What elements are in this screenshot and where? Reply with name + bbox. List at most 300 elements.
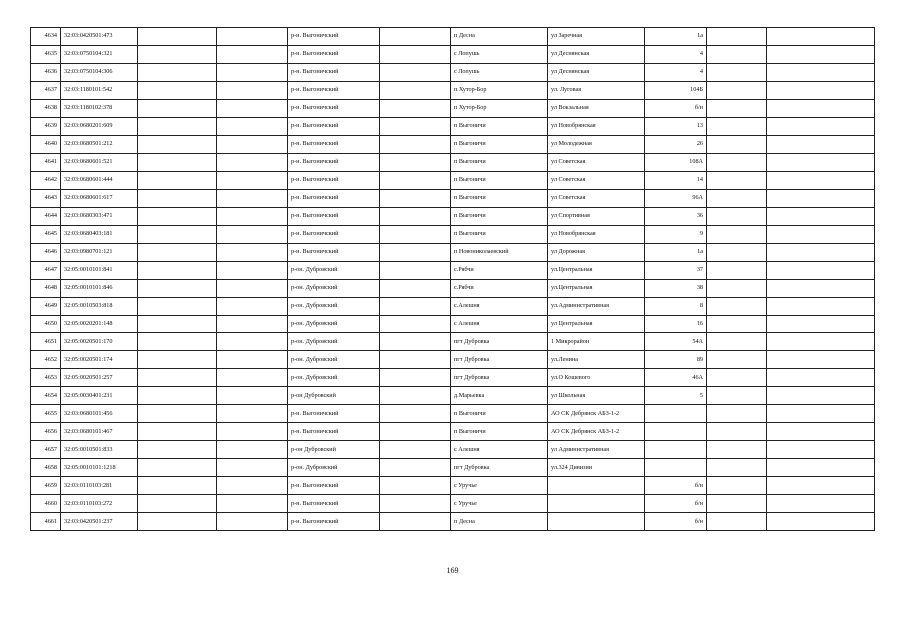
empty-cell [767, 153, 875, 171]
row-number-cell: 4637 [31, 81, 61, 99]
empty-cell [380, 171, 451, 189]
locality-cell: с.Алешня [451, 297, 548, 315]
row-number-cell: 4640 [31, 135, 61, 153]
empty-cell [138, 459, 217, 477]
locality-cell: пгт Дубровка [451, 369, 548, 387]
locality-cell: пгт Дубровка [451, 333, 548, 351]
locality-cell: с Алешня [451, 441, 548, 459]
street-cell: ул Новобрянская [548, 117, 645, 135]
empty-cell [767, 423, 875, 441]
empty-cell [138, 225, 217, 243]
cadastral-number-cell: 32:05:0010101:846 [61, 279, 138, 297]
house-number-cell: 46А [645, 369, 707, 387]
street-cell [548, 513, 645, 531]
empty-cell [217, 63, 288, 81]
row-number-cell: 4638 [31, 99, 61, 117]
locality-cell: п Новониколаевский [451, 243, 548, 261]
empty-cell [707, 333, 767, 351]
empty-cell [767, 441, 875, 459]
house-number-cell: б/н [645, 99, 707, 117]
house-number-cell: 36 [645, 207, 707, 225]
cadastral-number-cell: 32:05:0010503:818 [61, 297, 138, 315]
empty-cell [707, 63, 767, 81]
street-cell [548, 477, 645, 495]
house-number-cell [645, 423, 707, 441]
empty-cell [217, 513, 288, 531]
table-row [31, 81, 875, 99]
house-number-cell: 14 [645, 171, 707, 189]
locality-cell: с Лопушь [451, 45, 548, 63]
row-number-cell: 4643 [31, 189, 61, 207]
street-cell: ул Дорожная [548, 243, 645, 261]
street-cell: ул Молодежная [548, 135, 645, 153]
house-number-cell: 9 [645, 225, 707, 243]
empty-cell [138, 189, 217, 207]
empty-cell [138, 81, 217, 99]
empty-cell [767, 315, 875, 333]
empty-cell [707, 405, 767, 423]
empty-cell [138, 423, 217, 441]
empty-cell [217, 477, 288, 495]
street-cell: ул Административная [548, 441, 645, 459]
empty-cell [217, 261, 288, 279]
row-number-cell: 4636 [31, 63, 61, 81]
empty-cell [767, 405, 875, 423]
empty-cell [707, 207, 767, 225]
house-number-cell [645, 459, 707, 477]
house-number-cell [645, 441, 707, 459]
house-number-cell: б/н [645, 477, 707, 495]
empty-cell [138, 28, 217, 46]
locality-cell: п Хутор-Бор [451, 81, 548, 99]
house-number-cell: 4 [645, 63, 707, 81]
empty-cell [707, 387, 767, 405]
empty-cell [138, 171, 217, 189]
empty-cell [380, 207, 451, 225]
locality-cell: с Уручье [451, 495, 548, 513]
table-row [31, 135, 875, 153]
street-cell: ул Новобрянская [548, 225, 645, 243]
empty-cell [138, 513, 217, 531]
table-row [31, 405, 875, 423]
empty-cell [380, 441, 451, 459]
house-number-cell: 1а [645, 243, 707, 261]
table-row [31, 423, 875, 441]
empty-cell [217, 333, 288, 351]
empty-cell [707, 117, 767, 135]
empty-cell [767, 459, 875, 477]
row-number-cell: 4635 [31, 45, 61, 63]
cadastral-number-cell: 32:03:0680201:609 [61, 117, 138, 135]
locality-cell: пгт Дубровка [451, 351, 548, 369]
locality-cell: п Выгоничи [451, 171, 548, 189]
district-cell: р-н. Выгоничский [288, 423, 380, 441]
house-number-cell: б/н [645, 513, 707, 531]
empty-cell [217, 351, 288, 369]
empty-cell [138, 315, 217, 333]
cadastral-number-cell: 32:05:0020501:257 [61, 369, 138, 387]
district-cell: р-он Дубровский [288, 387, 380, 405]
empty-cell [380, 405, 451, 423]
empty-cell [217, 135, 288, 153]
empty-cell [138, 135, 217, 153]
empty-cell [707, 135, 767, 153]
house-number-cell: 26 [645, 135, 707, 153]
table-row [31, 387, 875, 405]
empty-cell [707, 225, 767, 243]
locality-cell: д.Марьевка [451, 387, 548, 405]
empty-cell [380, 513, 451, 531]
cadastral-number-cell: 32:05:0020201:148 [61, 315, 138, 333]
row-number-cell: 4641 [31, 153, 61, 171]
locality-cell: п Десна [451, 513, 548, 531]
street-cell: ул. Луговая [548, 81, 645, 99]
cadastral-number-cell: 32:05:0030401:231 [61, 387, 138, 405]
empty-cell [707, 459, 767, 477]
row-number-cell: 4651 [31, 333, 61, 351]
district-cell: р-он Дубровский [288, 441, 380, 459]
street-cell: ул.Центральная [548, 261, 645, 279]
row-number-cell: 4654 [31, 387, 61, 405]
empty-cell [767, 513, 875, 531]
empty-cell [138, 63, 217, 81]
empty-cell [380, 423, 451, 441]
table-row [31, 207, 875, 225]
district-cell: р-н. Выгоничский [288, 63, 380, 81]
empty-cell [138, 243, 217, 261]
empty-cell [380, 45, 451, 63]
registry-table [30, 27, 875, 531]
row-number-cell: 4642 [31, 171, 61, 189]
district-cell: р-н. Выгоничский [288, 477, 380, 495]
street-cell: ул.О Кошевого [548, 369, 645, 387]
empty-cell [707, 297, 767, 315]
empty-cell [380, 315, 451, 333]
empty-cell [767, 351, 875, 369]
row-number-cell: 4657 [31, 441, 61, 459]
street-cell: ул.324 Дивизии [548, 459, 645, 477]
row-number-cell: 4650 [31, 315, 61, 333]
table-row [31, 459, 875, 477]
empty-cell [767, 45, 875, 63]
cadastral-number-cell: 32:03:0680501:212 [61, 135, 138, 153]
page-number: 169 [446, 566, 459, 575]
empty-cell [217, 243, 288, 261]
table-body [31, 28, 875, 531]
cadastral-number-cell: 32:03:0680101:456 [61, 405, 138, 423]
district-cell: р-н. Выгоничский [288, 81, 380, 99]
empty-cell [217, 297, 288, 315]
cadastral-number-cell: 32:03:0980701:121 [61, 243, 138, 261]
house-number-cell: б/н [645, 495, 707, 513]
row-number-cell: 4644 [31, 207, 61, 225]
empty-cell [217, 171, 288, 189]
empty-cell [217, 387, 288, 405]
district-cell: р-н. Выгоничский [288, 135, 380, 153]
empty-cell [138, 369, 217, 387]
empty-cell [138, 297, 217, 315]
district-cell: р-он. Дубровский [288, 261, 380, 279]
empty-cell [217, 315, 288, 333]
district-cell: р-н. Выгоничский [288, 495, 380, 513]
cadastral-number-cell: 32:03:0680601:521 [61, 153, 138, 171]
row-number-cell: 4655 [31, 405, 61, 423]
table-row [31, 63, 875, 81]
table-row [31, 243, 875, 261]
district-cell: р-н. Выгоничский [288, 243, 380, 261]
empty-cell [138, 351, 217, 369]
street-cell: ул.Центральная [548, 279, 645, 297]
empty-cell [138, 441, 217, 459]
table-row [31, 189, 875, 207]
empty-cell [217, 207, 288, 225]
empty-cell [138, 45, 217, 63]
locality-cell: п Выгоничи [451, 135, 548, 153]
empty-cell [767, 297, 875, 315]
empty-cell [707, 28, 767, 46]
empty-cell [380, 351, 451, 369]
table-row [31, 315, 875, 333]
empty-cell [380, 135, 451, 153]
locality-cell: с Уручье [451, 477, 548, 495]
table-row [31, 117, 875, 135]
empty-cell [767, 369, 875, 387]
district-cell: р-он. Дубровский [288, 369, 380, 387]
row-number-cell: 4646 [31, 243, 61, 261]
street-cell: ул.Ленина [548, 351, 645, 369]
locality-cell: пгт Дубровка [451, 459, 548, 477]
empty-cell [707, 315, 767, 333]
house-number-cell [645, 405, 707, 423]
empty-cell [707, 423, 767, 441]
street-cell: ул Деснянская [548, 63, 645, 81]
table-row [31, 297, 875, 315]
row-number-cell: 4649 [31, 297, 61, 315]
table-row [31, 279, 875, 297]
house-number-cell: 108А [645, 153, 707, 171]
house-number-cell: 89 [645, 351, 707, 369]
district-cell: р-н. Выгоничский [288, 171, 380, 189]
empty-cell [707, 45, 767, 63]
empty-cell [217, 45, 288, 63]
table-row [31, 45, 875, 63]
cadastral-number-cell: 32:05:0010101:841 [61, 261, 138, 279]
empty-cell [217, 153, 288, 171]
street-cell: АО СК Дебрянск АБЗ-1-2 [548, 405, 645, 423]
cadastral-number-cell: 32:03:0110103:272 [61, 495, 138, 513]
district-cell: р-н. Выгоничский [288, 207, 380, 225]
empty-cell [707, 81, 767, 99]
locality-cell: п Хутор-Бор [451, 99, 548, 117]
empty-cell [380, 333, 451, 351]
table-row [31, 171, 875, 189]
street-cell: ул Вокзальная [548, 99, 645, 117]
empty-cell [707, 495, 767, 513]
locality-cell: п Выгоничи [451, 225, 548, 243]
locality-cell: с Алешня [451, 315, 548, 333]
empty-cell [217, 441, 288, 459]
district-cell: р-он. Дубровский [288, 315, 380, 333]
cadastral-number-cell: 32:03:0680303:471 [61, 207, 138, 225]
row-number-cell: 4661 [31, 513, 61, 531]
cadastral-number-cell: 32:03:0680601:444 [61, 171, 138, 189]
house-number-cell: 1а [645, 28, 707, 46]
empty-cell [767, 189, 875, 207]
district-cell: р-он. Дубровский [288, 351, 380, 369]
street-cell: ул Заречная [548, 28, 645, 46]
cadastral-number-cell: 32:03:0750104:321 [61, 45, 138, 63]
row-number-cell: 4645 [31, 225, 61, 243]
empty-cell [707, 99, 767, 117]
street-cell: ул Спортивная [548, 207, 645, 225]
empty-cell [767, 261, 875, 279]
empty-cell [138, 261, 217, 279]
empty-cell [767, 243, 875, 261]
empty-cell [380, 117, 451, 135]
cadastral-number-cell: 32:05:0020501:170 [61, 333, 138, 351]
table-row [31, 369, 875, 387]
house-number-cell: 38 [645, 279, 707, 297]
row-number-cell: 4648 [31, 279, 61, 297]
empty-cell [138, 207, 217, 225]
street-cell: ул Центральная [548, 315, 645, 333]
empty-cell [380, 189, 451, 207]
street-cell: ул Советская [548, 189, 645, 207]
empty-cell [217, 99, 288, 117]
locality-cell: п Выгоничи [451, 405, 548, 423]
locality-cell: п Выгоничи [451, 189, 548, 207]
row-number-cell: 4659 [31, 477, 61, 495]
empty-cell [217, 117, 288, 135]
empty-cell [138, 477, 217, 495]
district-cell: р-н. Выгоничский [288, 28, 380, 46]
empty-cell [767, 333, 875, 351]
empty-cell [217, 81, 288, 99]
district-cell: р-н. Выгоничский [288, 45, 380, 63]
row-number-cell: 4660 [31, 495, 61, 513]
house-number-cell: 8 [645, 297, 707, 315]
table-row [31, 333, 875, 351]
table-row [31, 261, 875, 279]
empty-cell [767, 28, 875, 46]
empty-cell [380, 225, 451, 243]
locality-cell: п Выгоничи [451, 153, 548, 171]
empty-cell [707, 369, 767, 387]
empty-cell [380, 243, 451, 261]
street-cell: ул Советская [548, 171, 645, 189]
empty-cell [380, 387, 451, 405]
district-cell: р-н. Выгоничский [288, 189, 380, 207]
locality-cell: с.Рябчи [451, 279, 548, 297]
empty-cell [767, 207, 875, 225]
house-number-cell: 54А [645, 333, 707, 351]
cadastral-number-cell: 32:03:0680101:467 [61, 423, 138, 441]
empty-cell [380, 477, 451, 495]
empty-cell [707, 261, 767, 279]
table-row [31, 441, 875, 459]
empty-cell [767, 81, 875, 99]
cadastral-number-cell: 32:05:0010501:833 [61, 441, 138, 459]
empty-cell [380, 459, 451, 477]
empty-cell [380, 279, 451, 297]
row-number-cell: 4658 [31, 459, 61, 477]
row-number-cell: 4656 [31, 423, 61, 441]
empty-cell [380, 99, 451, 117]
empty-cell [217, 189, 288, 207]
locality-cell: с.Рябчи [451, 261, 548, 279]
empty-cell [767, 99, 875, 117]
empty-cell [767, 63, 875, 81]
empty-cell [767, 171, 875, 189]
empty-cell [380, 369, 451, 387]
empty-cell [138, 117, 217, 135]
empty-cell [138, 333, 217, 351]
empty-cell [767, 279, 875, 297]
district-cell: р-н. Выгоничский [288, 117, 380, 135]
street-cell: 1 Микрорайон [548, 333, 645, 351]
empty-cell [217, 369, 288, 387]
table-row [31, 225, 875, 243]
empty-cell [707, 189, 767, 207]
row-number-cell: 4653 [31, 369, 61, 387]
locality-cell: п Выгоничи [451, 117, 548, 135]
empty-cell [217, 423, 288, 441]
cadastral-number-cell: 32:03:1180102:378 [61, 99, 138, 117]
empty-cell [380, 28, 451, 46]
street-cell: ул Школьная [548, 387, 645, 405]
empty-cell [767, 225, 875, 243]
empty-cell [767, 495, 875, 513]
empty-cell [707, 441, 767, 459]
empty-cell [217, 459, 288, 477]
empty-cell [138, 405, 217, 423]
empty-cell [707, 279, 767, 297]
empty-cell [767, 117, 875, 135]
empty-cell [380, 495, 451, 513]
empty-cell [138, 387, 217, 405]
table-row [31, 477, 875, 495]
empty-cell [217, 495, 288, 513]
street-cell: АО СК Дебрянск АБЗ-1-2 [548, 423, 645, 441]
district-cell: р-н. Выгоничский [288, 513, 380, 531]
empty-cell [138, 279, 217, 297]
cadastral-number-cell: 32:05:0010101:1218 [61, 459, 138, 477]
table-row [31, 495, 875, 513]
empty-cell [707, 513, 767, 531]
empty-cell [767, 135, 875, 153]
street-cell: ул.Административная [548, 297, 645, 315]
empty-cell [707, 243, 767, 261]
empty-cell [138, 99, 217, 117]
locality-cell: с Лопушь [451, 63, 548, 81]
empty-cell [380, 63, 451, 81]
empty-cell [138, 495, 217, 513]
cadastral-number-cell: 32:03:0110103:281 [61, 477, 138, 495]
cadastral-number-cell: 32:05:0020501:174 [61, 351, 138, 369]
district-cell: р-н. Выгоничский [288, 153, 380, 171]
empty-cell [707, 171, 767, 189]
empty-cell [707, 477, 767, 495]
empty-cell [217, 279, 288, 297]
empty-cell [380, 81, 451, 99]
house-number-cell: 16 [645, 315, 707, 333]
empty-cell [380, 261, 451, 279]
locality-cell: п Десна [451, 28, 548, 46]
district-cell: р-он. Дубровский [288, 279, 380, 297]
cadastral-number-cell: 32:03:0420501:237 [61, 513, 138, 531]
locality-cell: п Выгоничи [451, 207, 548, 225]
table-row [31, 28, 875, 46]
